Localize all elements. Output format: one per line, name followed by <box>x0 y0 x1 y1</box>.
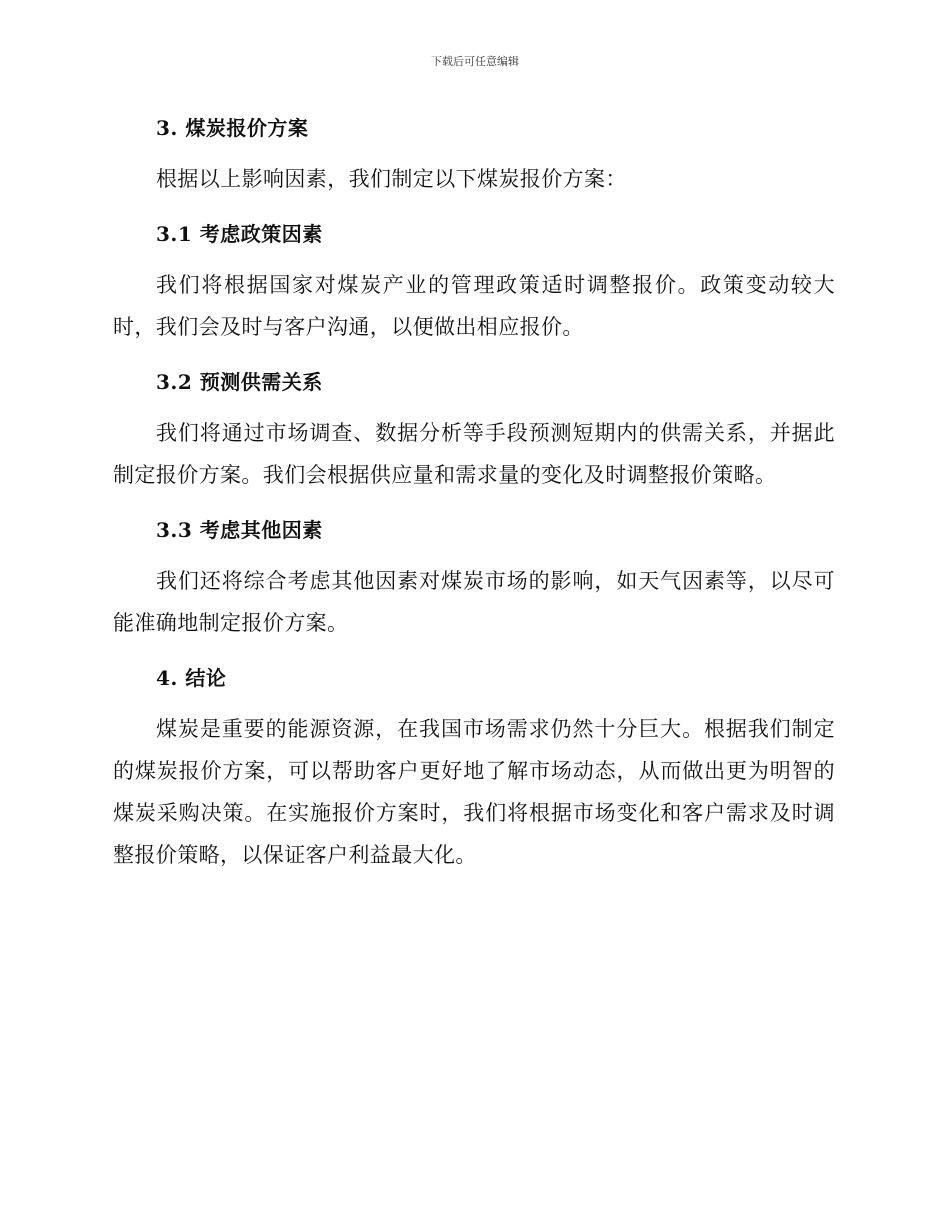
section-paragraph: 煤炭是重要的能源资源，在我国市场需求仍然十分巨大。根据我们制定的煤炭报价方案，可以帮助客户更好地了解市场动态，从而做出更为明智的煤炭采购决策。在实施报价方案时，我们将根据市场变化和客户需求及时调整报价策略，以保证客户利益最大化。 <box>113 717 835 867</box>
section-heading: 4. 结论 <box>156 666 227 690</box>
section-heading: 3.1 考虑政策因素 <box>156 222 323 246</box>
section-heading: 3.2 预测供需关系 <box>156 370 323 394</box>
document-body <box>113 108 835 876</box>
section-paragraph: 根据以上影响因素，我们制定以下煤炭报价方案： <box>156 167 627 191</box>
section-coal-pricing-plan <box>113 108 835 200</box>
section-paragraph: 我们将通过市场调查、数据分析等手段预测短期内的供需关系，并据此制定报价方案。我们会根据供应量和需求量的变化及时调整报价策略。 <box>113 421 835 487</box>
section-policy-factors <box>113 214 835 348</box>
section-heading: 3. 煤炭报价方案 <box>156 116 309 140</box>
header-note: 下载后可任意编辑 <box>431 55 519 68</box>
section-conclusion <box>113 658 835 876</box>
section-supply-demand <box>113 362 835 496</box>
section-paragraph: 我们还将综合考虑其他因素对煤炭市场的影响，如天气因素等，以尽可能准确地制定报价方案。 <box>113 569 835 635</box>
section-paragraph: 我们将根据国家对煤炭产业的管理政策适时调整报价。政策变动较大时，我们会及时与客户沟通，以便做出相应报价。 <box>113 273 835 339</box>
section-other-factors <box>113 510 835 644</box>
section-heading: 3.3 考虑其他因素 <box>156 518 323 542</box>
